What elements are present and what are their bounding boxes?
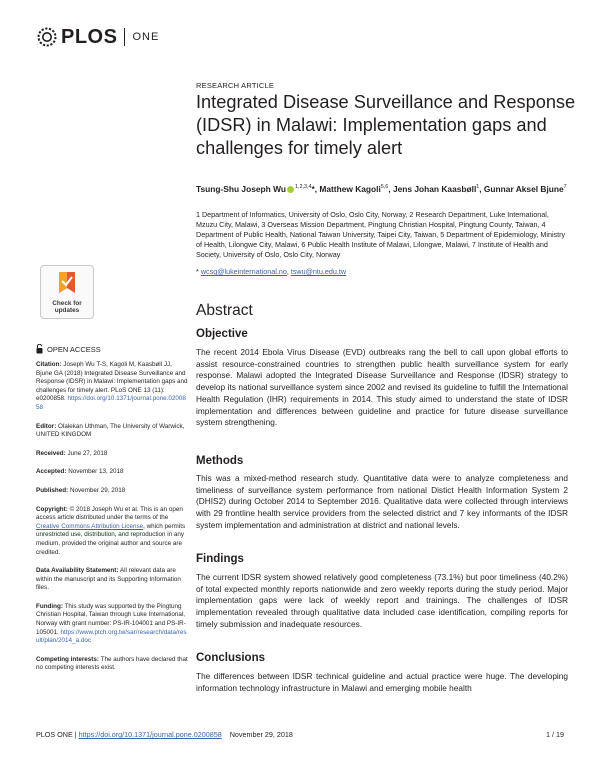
funding-text: This study was supported by the Pingtung Christian Hospital, Taiwan through Luke International, Norway with grant number: PS-IR-104001 and PS-IR-105001. xyxy=(36,602,186,636)
logo-brand: PLOS xyxy=(61,25,118,48)
funding-label: Funding: xyxy=(36,602,63,610)
logo-divider xyxy=(124,28,125,46)
logo-journal: ONE xyxy=(132,31,160,43)
published-label: Published: xyxy=(36,486,69,494)
plos-logo-icon xyxy=(36,26,58,48)
methods-paragraph: This was a mixed-method research study. Quantitative data were to analyze completeness and timeliness of surveillance system performance from national Distict Health Information System 2 (DHIS2) during October 2014 to September 2016. Qualitative data were collected through interviews with 29 frontline health service providers from the selected district and 7 key informants of the IDSR system implementation and administration at district and national levels. xyxy=(196,473,568,530)
email-link[interactable]: wcsg@lukeinternational.no xyxy=(200,267,287,276)
copyright-block xyxy=(36,506,188,558)
funding-link[interactable]: https://www.ptch.org.tw/sar/research/data/result/plan/2014_a.doc xyxy=(36,628,187,645)
data-availability-label: Data Availability Statement: xyxy=(36,567,119,575)
check-for-updates-button[interactable] xyxy=(40,265,94,319)
copyright-text: © 2018 Joseph Wu et al. This is an open access article distributed under the terms of the xyxy=(36,505,183,522)
data-availability-block xyxy=(36,567,188,593)
footer-date: November 29, 2018 xyxy=(229,730,293,739)
author-affil-sup: 1,2,3,4 xyxy=(294,184,312,190)
citation-doi-link[interactable]: https://doi.org/10.1371/journal.pone.0200858 xyxy=(36,395,186,411)
author-affil-sup: 5,6 xyxy=(380,184,389,190)
accepted-label: Accepted: xyxy=(36,468,67,476)
corresponding-emails: * wcsg@lukeinternational.no, tswu@ntu.edu.tw xyxy=(196,267,347,276)
data-availability-text: All relevant data are within the manuscript and its Supporting Information files. xyxy=(36,567,181,592)
accepted-date: November 13, 2018 xyxy=(68,468,124,476)
accepted-block xyxy=(36,468,188,477)
author-affil-sup: 1 xyxy=(476,184,480,190)
check-updates-line2: updates xyxy=(54,307,80,315)
page-number: 1 / 19 xyxy=(546,730,564,739)
open-lock-icon xyxy=(36,344,43,354)
page-footer xyxy=(36,730,564,739)
received-label: Received: xyxy=(36,449,66,457)
corresponding-mark: * xyxy=(196,267,199,276)
methods-heading: Methods xyxy=(196,455,244,467)
orcid-icon[interactable] xyxy=(287,186,294,193)
author-name: Matthew Kagoli xyxy=(319,183,381,194)
published-block xyxy=(36,487,188,496)
footer-left xyxy=(36,730,293,739)
author-affil-sup: 7 xyxy=(563,184,567,190)
article-metadata-sidebar xyxy=(36,361,188,683)
plos-one-logo[interactable] xyxy=(36,25,159,49)
received-date: June 27, 2018 xyxy=(67,449,108,457)
article-title: Integrated Disease Surveillance and Response (IDSR) in Malawi: Implementation gaps and challenges for timely alert xyxy=(196,92,576,158)
editor-block xyxy=(36,423,188,440)
editor-label: Editor: xyxy=(36,422,57,430)
abstract-heading: Abstract xyxy=(196,302,253,319)
affiliations: 1 Department of Informatics, University of Oslo, Oslo City, Norway, 2 Research Department, Luke International, Mzuzu City, Malawi, 3 Overseas Mission Department, Pingtung Christian Hospital, Pingtung County, Taiwan, 4 Department of Public Health, National Taiwan University, Taipei City, Taiwan, 5 Department of Epidemiology, Ministry of Health, Lilongwe City, Malawi, 6 Public Health Institute of Malawi, Lilongwe, Malawi, 7 Institute of Health and Society, University of Oslo, Oslo City, Norway xyxy=(196,210,566,259)
footer-journal: PLOS ONE xyxy=(36,730,73,739)
findings-paragraph: The current IDSR system showed relatively good completeness (73.1%) but poor timeliness (40.2%) of total expected monthly reports nationwide and zero weekly reports during the study period. Major implementation gaps were lack of weekly report and trainings. The challenges of IDSR implementation revealed through qualitative data included case identification, compiling reports for timely submission and inadequate resources. xyxy=(196,572,568,629)
competing-interests-block xyxy=(36,656,188,673)
conclusions-heading: Conclusions xyxy=(196,652,266,664)
author-name: Jens Johan Kaasbøll xyxy=(392,183,477,194)
author-name: Gunnar Aksel Bjune xyxy=(483,183,564,194)
open-access-badge xyxy=(36,344,101,354)
copyright-label: Copyright: xyxy=(36,505,68,513)
editor-text: Olalekan Uthman, The University of Warwick, UNITED KINGDOM xyxy=(36,422,185,439)
published-date: November 29, 2018 xyxy=(69,486,126,494)
corresponding-mark: * xyxy=(311,183,315,194)
competing-interests-text: The authors have declared that no competing interests exist. xyxy=(36,655,188,672)
objective-paragraph: The recent 2014 Ebola Virus Disease (EVD) outbreaks rang the bell to call upon global efforts to assist resource-constrained countries to strengthen public health surveillance system for early response. Malawi adopted the Integrated Disease Surveillance and Response (IDSR) strategy to develop its national surveillance system since 2002 and revised its guideline to fulfill the International Health Regulation (IHR) requirements in 2014. This study aimed to understand the state of IDSR implementation and differences between guideline and practice for future disease surveillance system strengthening. xyxy=(196,347,568,428)
funding-block xyxy=(36,603,188,646)
citation-block xyxy=(36,361,188,413)
footer-separator: | xyxy=(74,730,77,739)
copyright-text-end: , which permits unrestricted use, distribution, and reproduction in any medium, provided the original author and source are credited. xyxy=(36,522,186,556)
open-access-label: OPEN ACCESS xyxy=(47,344,101,354)
footer-doi-link[interactable]: https://doi.org/10.1371/journal.pone.0200858 xyxy=(78,730,222,739)
objective-heading: Objective xyxy=(196,328,248,340)
article-type: RESEARCH ARTICLE xyxy=(196,81,275,90)
citation-label: Citation: xyxy=(36,361,62,368)
findings-heading: Findings xyxy=(196,553,244,565)
bookmark-check-icon xyxy=(56,271,78,295)
competing-interests-label: Competing interests: xyxy=(36,655,99,663)
received-block xyxy=(36,450,188,459)
citation-text: Joseph Wu T-S, Kagoli M, Kaasbøll JJ, Bjune GA (2018) Integrated Disease Surveillance and Response (IDSR) in Malawi: Implementation gaps and challenges for timely alert. PLoS ONE 13 (11): e0200858. xyxy=(36,361,188,403)
author-name: Tsung-Shu Joseph Wu xyxy=(196,183,286,194)
conclusions-paragraph: The differences between IDSR technical guideline and actual practice were huge. The developing information technology infrastructure in Malawi and emerging mobile health xyxy=(196,671,568,693)
license-link[interactable]: Creative Commons Attribution License xyxy=(36,522,144,530)
check-updates-line1: Check for xyxy=(52,300,82,307)
email-link[interactable]: tswu@ntu.edu.tw xyxy=(290,267,347,276)
author-list: Tsung-Shu Joseph Wu $^{1,2,3,4}$*, Matthew Kagoli$^{5,6}$, Jens Johan Kaasbøll$^1$, Gunnar Aksel Bjune$^7$ xyxy=(196,183,567,194)
